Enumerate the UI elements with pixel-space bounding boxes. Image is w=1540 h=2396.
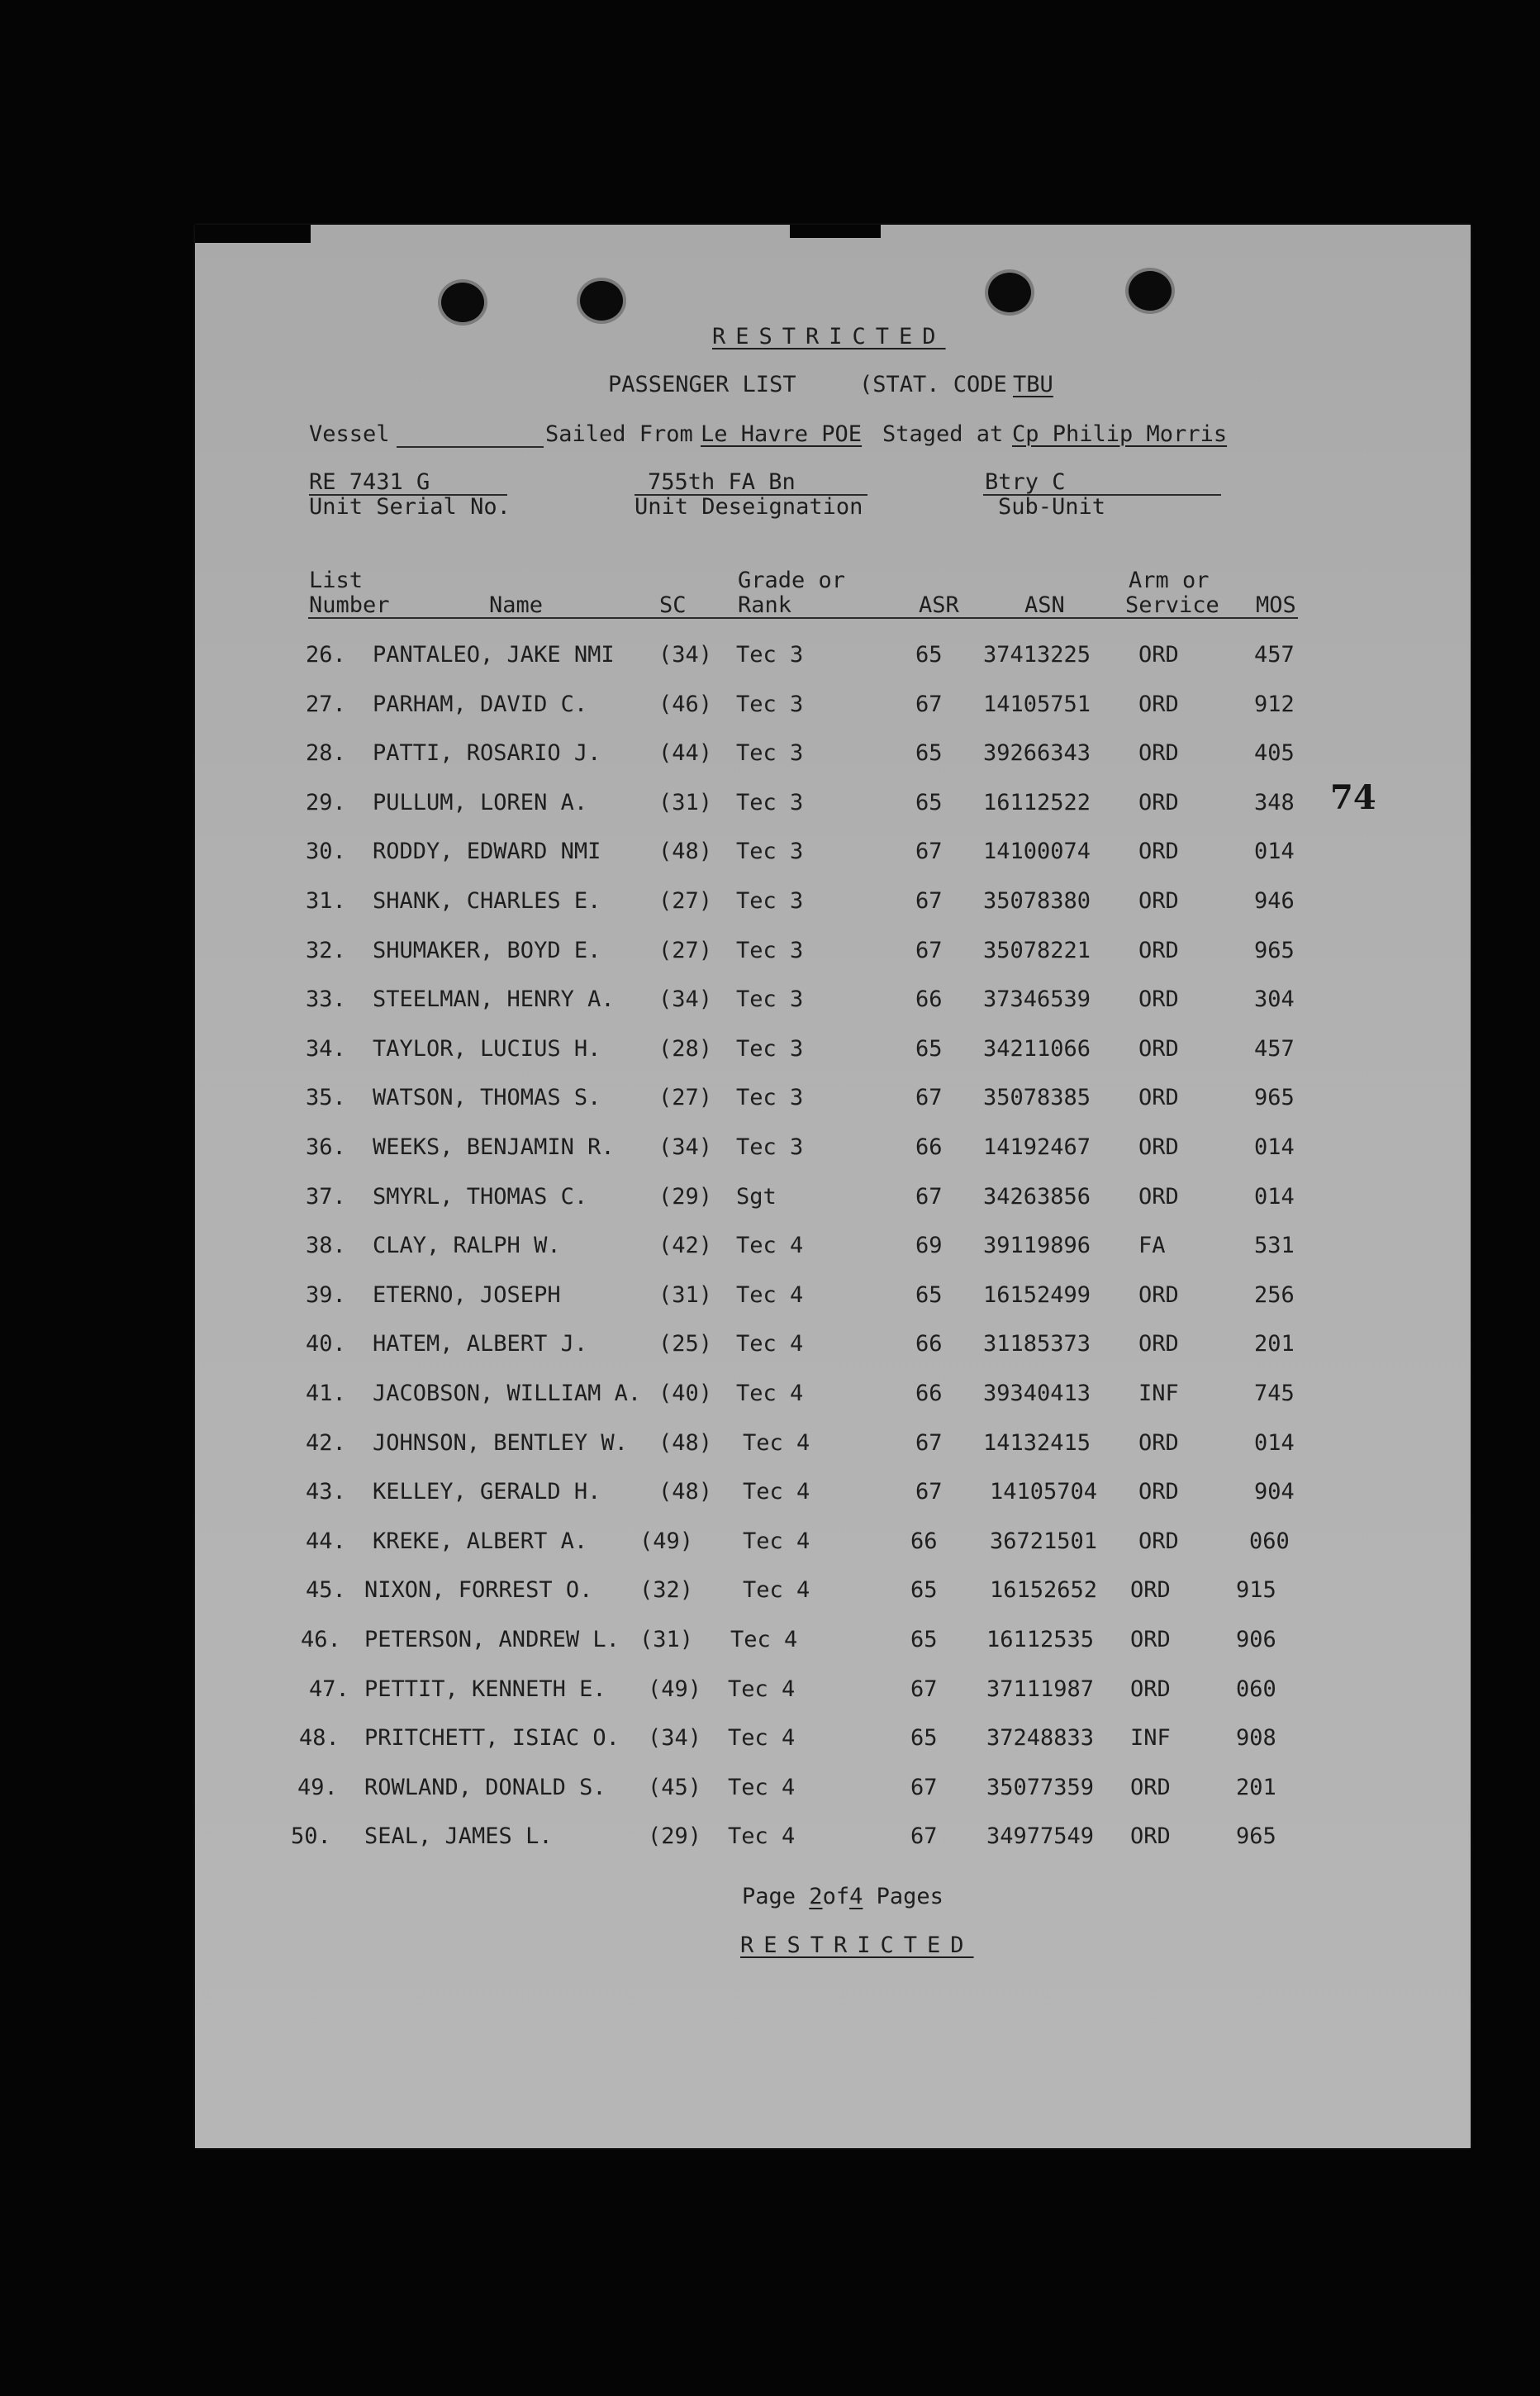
- unit-designation-value: 755th FA Bn: [648, 469, 796, 495]
- col-sc: SC: [659, 592, 687, 618]
- row-grade: Tec 4: [736, 1331, 804, 1357]
- classification-top: RESTRICTED: [712, 324, 946, 349]
- row-sc: (48): [658, 1479, 713, 1505]
- stat-code-label: (STAT. CODE: [859, 372, 1007, 397]
- row-asr: 67: [910, 1823, 938, 1850]
- row-arm: ORD: [1138, 986, 1179, 1013]
- row-arm: ORD: [1138, 1528, 1179, 1554]
- row-mos: 965: [1254, 937, 1295, 963]
- row-mos: 457: [1254, 642, 1295, 668]
- row-asr: 65: [915, 789, 943, 815]
- table-row: [0, 1279, 1540, 1312]
- row-grade: Sgt: [736, 1183, 777, 1210]
- row-arm: ORD: [1138, 1134, 1179, 1160]
- row-mos: 201: [1254, 1331, 1295, 1357]
- row-asn: 16112522: [983, 789, 1091, 815]
- table-row: [0, 787, 1540, 820]
- table-row: [0, 835, 1540, 868]
- row-asr: 65: [915, 1281, 943, 1308]
- row-grade: Tec 3: [736, 839, 804, 865]
- row-grade: Tec 3: [736, 691, 804, 717]
- page-total: 4: [849, 1884, 863, 1909]
- row-asr: 65: [910, 1725, 938, 1752]
- row-asn: 34977549: [986, 1823, 1095, 1850]
- row-name: PETERSON, ANDREW L.: [364, 1627, 620, 1652]
- row-arm: ORD: [1138, 1183, 1179, 1210]
- row-asn: 35077359: [986, 1774, 1095, 1800]
- document-title: PASSENGER LIST: [608, 372, 796, 397]
- row-number: 40.: [306, 1331, 346, 1357]
- row-name: JOHNSON, BENTLEY W.: [373, 1429, 628, 1456]
- sailed-from-value: Le Havre POE: [701, 421, 863, 447]
- row-number: 31.: [306, 888, 346, 914]
- row-number: 34.: [306, 1035, 346, 1062]
- row-number: 32.: [306, 937, 346, 963]
- row-name: SHUMAKER, BOYD E.: [373, 937, 601, 963]
- table-row: [0, 737, 1540, 770]
- row-grade: Tec 4: [743, 1479, 810, 1505]
- row-number: 26.: [306, 642, 346, 668]
- row-asn: 34211066: [983, 1035, 1091, 1062]
- row-name: NIXON, FORREST O.: [364, 1577, 593, 1604]
- row-mos: 304: [1254, 986, 1295, 1013]
- row-sc: (34): [658, 986, 713, 1013]
- table-row: [0, 1820, 1540, 1853]
- row-asn: 31185373: [983, 1331, 1091, 1357]
- row-mos: 457: [1254, 1035, 1295, 1062]
- row-asn: 35078385: [983, 1085, 1091, 1111]
- row-sc: (28): [658, 1035, 713, 1062]
- row-name: PANTALEO, JAKE NMI: [373, 642, 615, 668]
- row-mos: 965: [1254, 1085, 1295, 1111]
- row-grade: Tec 4: [743, 1528, 810, 1554]
- row-asr: 66: [915, 1134, 943, 1160]
- table-row: [0, 885, 1540, 918]
- row-arm: ORD: [1130, 1774, 1171, 1800]
- row-mos: 906: [1236, 1627, 1276, 1652]
- row-asr: 67: [915, 1429, 943, 1456]
- row-arm: ORD: [1138, 1429, 1179, 1456]
- row-sc: (48): [658, 839, 713, 865]
- pages-word: Pages: [876, 1884, 943, 1909]
- row-asn: 39119896: [983, 1233, 1091, 1259]
- row-number: 38.: [306, 1233, 346, 1259]
- row-asn: 37248833: [986, 1725, 1095, 1752]
- torn-edge: [790, 225, 881, 238]
- margin-page-mark: 74: [1330, 778, 1376, 817]
- row-number: 28.: [306, 740, 346, 767]
- col-arm-1: Arm or: [1129, 568, 1210, 593]
- row-grade: Tec 3: [736, 789, 804, 815]
- row-sc: (49): [639, 1528, 694, 1554]
- row-mos: 060: [1249, 1528, 1290, 1554]
- row-asr: 67: [915, 1085, 943, 1111]
- row-arm: ORD: [1138, 888, 1179, 914]
- row-asr: 66: [910, 1528, 938, 1554]
- row-name: PULLUM, LOREN A.: [373, 789, 588, 815]
- table-row: [0, 1377, 1540, 1410]
- row-number: 45.: [306, 1577, 346, 1604]
- page-indicator: [742, 1885, 943, 1909]
- row-arm: ORD: [1138, 740, 1179, 767]
- table-row: [0, 1574, 1540, 1607]
- row-arm: ORD: [1138, 642, 1179, 668]
- row-asr: 67: [915, 691, 943, 717]
- row-name: KELLEY, GERALD H.: [373, 1479, 601, 1505]
- table-row: [0, 934, 1540, 967]
- table-row: [0, 1771, 1540, 1804]
- row-number: 43.: [306, 1479, 346, 1505]
- row-asr: 67: [910, 1774, 938, 1800]
- col-grade-2: Rank: [738, 592, 792, 618]
- row-sc: (40): [658, 1381, 713, 1406]
- staged-at-value: Cp Philip Morris: [1012, 421, 1228, 447]
- row-name: STEELMAN, HENRY A.: [373, 986, 615, 1013]
- row-grade: Tec 4: [730, 1627, 798, 1652]
- row-mos: 904: [1254, 1479, 1295, 1505]
- table-row: [0, 1181, 1540, 1214]
- row-number: 35.: [306, 1085, 346, 1111]
- row-asn: 14105704: [990, 1479, 1098, 1505]
- row-sc: (34): [658, 1134, 713, 1160]
- row-number: 46.: [301, 1627, 341, 1652]
- col-mos: MOS: [1256, 592, 1296, 618]
- row-arm: ORD: [1138, 1331, 1179, 1357]
- col-name: Name: [489, 592, 544, 618]
- row-mos: 060: [1236, 1676, 1276, 1702]
- row-name: ROWLAND, DONALD S.: [364, 1774, 606, 1800]
- row-asn: 14100074: [983, 839, 1091, 865]
- row-arm: ORD: [1138, 1035, 1179, 1062]
- row-arm: ORD: [1138, 1085, 1179, 1111]
- row-grade: Tec 3: [736, 740, 804, 767]
- row-sc: (31): [658, 1281, 713, 1308]
- row-sc: (42): [658, 1233, 713, 1259]
- row-number: 36.: [306, 1134, 346, 1160]
- row-grade: Tec 3: [736, 1085, 804, 1111]
- row-asr: 67: [915, 937, 943, 963]
- row-asn: 16112535: [986, 1627, 1095, 1652]
- row-name: JACOBSON, WILLIAM A.: [373, 1381, 642, 1406]
- table-row: [0, 1082, 1540, 1115]
- row-sc: (46): [658, 691, 713, 717]
- row-sc: (31): [639, 1627, 694, 1652]
- col-asn: ASN: [1024, 592, 1065, 618]
- row-grade: Tec 4: [728, 1774, 796, 1800]
- table-row: [0, 688, 1540, 721]
- row-number: 29.: [306, 789, 346, 815]
- row-grade: Tec 4: [736, 1281, 804, 1308]
- row-grade: Tec 4: [743, 1577, 810, 1604]
- row-asn: 37346539: [983, 986, 1091, 1013]
- row-number: 37.: [306, 1183, 346, 1210]
- row-sc: (29): [648, 1823, 702, 1850]
- row-asn: 14132415: [983, 1429, 1091, 1456]
- row-mos: 014: [1254, 1429, 1295, 1456]
- row-sc: (27): [658, 888, 713, 914]
- row-number: 47.: [309, 1676, 349, 1702]
- row-mos: 745: [1254, 1381, 1295, 1406]
- unit-designation-label: Unit Deseignation: [635, 494, 863, 520]
- table-row: [0, 1623, 1540, 1657]
- row-grade: Tec 3: [736, 1035, 804, 1062]
- vessel-label: Vessel: [309, 421, 390, 447]
- row-number: 41.: [306, 1381, 346, 1406]
- row-arm: ORD: [1138, 691, 1179, 717]
- row-grade: Tec 3: [736, 642, 804, 668]
- col-asr: ASR: [919, 592, 959, 618]
- row-asn: 36721501: [990, 1528, 1098, 1554]
- row-mos: 912: [1254, 691, 1295, 717]
- row-name: WATSON, THOMAS S.: [373, 1085, 601, 1111]
- row-mos: 014: [1254, 839, 1295, 865]
- col-list-number-1: List: [309, 568, 364, 593]
- row-sc: (34): [648, 1725, 702, 1752]
- row-asr: 65: [915, 642, 943, 668]
- table-row: [0, 1328, 1540, 1361]
- table-row: [0, 1673, 1540, 1706]
- row-name: RODDY, EDWARD NMI: [373, 839, 601, 865]
- row-asr: 67: [915, 839, 943, 865]
- row-arm: ORD: [1138, 937, 1179, 963]
- of-word: of: [822, 1884, 850, 1909]
- row-mos: 531: [1254, 1233, 1295, 1259]
- row-asr: 67: [915, 1479, 943, 1505]
- row-sc: (27): [658, 1085, 713, 1111]
- table-row: [0, 1525, 1540, 1558]
- unit-serial-value: RE 7431 G: [309, 469, 430, 495]
- row-grade: Tec 3: [736, 986, 804, 1013]
- row-arm: INF: [1138, 1381, 1179, 1406]
- row-sc: (27): [658, 937, 713, 963]
- row-name: PRITCHETT, ISIAC O.: [364, 1725, 620, 1752]
- sub-unit-label: Sub-Unit: [998, 494, 1106, 520]
- row-name: KREKE, ALBERT A.: [373, 1528, 588, 1554]
- col-arm-2: Service: [1125, 592, 1219, 618]
- row-mos: 256: [1254, 1281, 1295, 1308]
- row-arm: FA: [1138, 1233, 1166, 1259]
- unit-serial-label: Unit Serial No.: [309, 494, 511, 520]
- row-name: CLAY, RALPH W.: [373, 1233, 561, 1259]
- table-row: [0, 639, 1540, 672]
- row-number: 49.: [297, 1774, 338, 1800]
- row-arm: ORD: [1138, 789, 1179, 815]
- table-row: [0, 1229, 1540, 1262]
- row-mos: 348: [1254, 789, 1295, 815]
- row-grade: Tec 4: [728, 1725, 796, 1752]
- row-mos: 946: [1254, 888, 1295, 914]
- row-asr: 65: [910, 1627, 938, 1652]
- sailed-from-label: Sailed From: [545, 421, 693, 447]
- row-asn: 34263856: [983, 1183, 1091, 1210]
- row-name: PATTI, ROSARIO J.: [373, 740, 601, 767]
- row-sc: (49): [648, 1676, 702, 1702]
- row-sc: (48): [658, 1429, 713, 1456]
- row-grade: Tec 4: [743, 1429, 810, 1456]
- page-word: Page: [742, 1884, 796, 1909]
- row-arm: ORD: [1138, 1281, 1179, 1308]
- row-arm: ORD: [1138, 839, 1179, 865]
- row-name: PETTIT, KENNETH E.: [364, 1676, 606, 1702]
- row-arm: ORD: [1138, 1479, 1179, 1505]
- row-asn: 14105751: [983, 691, 1091, 717]
- row-asr: 66: [915, 1381, 943, 1406]
- row-arm: ORD: [1130, 1627, 1171, 1652]
- row-grade: Tec 3: [736, 937, 804, 963]
- row-asr: 65: [915, 1035, 943, 1062]
- row-asn: 14192467: [983, 1134, 1091, 1160]
- row-sc: (45): [648, 1774, 702, 1800]
- row-grade: Tec 4: [736, 1233, 804, 1259]
- punch-hole: [1129, 271, 1172, 311]
- row-grade: Tec 4: [736, 1381, 804, 1406]
- col-list-number-2: Number: [309, 592, 390, 618]
- row-asr: 66: [915, 986, 943, 1013]
- row-sc: (29): [658, 1183, 713, 1210]
- row-mos: 405: [1254, 740, 1295, 767]
- row-asn: 37413225: [983, 642, 1091, 668]
- torn-edge: [195, 225, 311, 243]
- row-name: HATEM, ALBERT J.: [373, 1331, 588, 1357]
- row-asn: 35078380: [983, 888, 1091, 914]
- header-rule: [308, 617, 1298, 619]
- row-arm: ORD: [1130, 1823, 1171, 1850]
- punch-hole: [580, 281, 623, 321]
- row-asn: 39266343: [983, 740, 1091, 767]
- row-number: 50.: [291, 1823, 331, 1850]
- vessel-blank: [397, 446, 544, 448]
- punch-hole: [441, 283, 484, 322]
- row-name: PARHAM, DAVID C.: [373, 691, 588, 717]
- row-arm: ORD: [1130, 1577, 1171, 1604]
- row-asn: 35078221: [983, 937, 1091, 963]
- row-asn: 16152652: [990, 1577, 1098, 1604]
- row-sc: (44): [658, 740, 713, 767]
- row-name: SHANK, CHARLES E.: [373, 888, 601, 914]
- stat-code-value: TBU: [1013, 372, 1053, 397]
- classification-bottom: RESTRICTED: [740, 1932, 974, 1958]
- row-name: TAYLOR, LUCIUS H.: [373, 1035, 601, 1062]
- row-number: 48.: [299, 1725, 340, 1752]
- row-number: 42.: [306, 1429, 346, 1456]
- row-asn: 37111987: [986, 1676, 1095, 1702]
- sub-unit-value: Btry C: [985, 469, 1066, 495]
- table-row: [0, 1427, 1540, 1460]
- row-name: SMYRL, THOMAS C.: [373, 1183, 588, 1210]
- row-sc: (25): [658, 1331, 713, 1357]
- row-sc: (34): [658, 642, 713, 668]
- row-sc: (32): [639, 1577, 694, 1604]
- row-name: ETERNO, JOSEPH: [373, 1281, 561, 1308]
- row-number: 33.: [306, 986, 346, 1013]
- row-asr: 67: [910, 1676, 938, 1702]
- row-sc: (31): [658, 789, 713, 815]
- table-row: [0, 1033, 1540, 1066]
- row-number: 44.: [306, 1528, 346, 1554]
- row-mos: 014: [1254, 1134, 1295, 1160]
- row-number: 27.: [306, 691, 346, 717]
- row-arm: INF: [1130, 1725, 1171, 1752]
- row-mos: 915: [1236, 1577, 1276, 1604]
- row-mos: 908: [1236, 1725, 1276, 1752]
- col-grade-1: Grade or: [738, 568, 846, 593]
- row-mos: 965: [1236, 1823, 1276, 1850]
- table-row: [0, 983, 1540, 1016]
- table-row: [0, 1722, 1540, 1755]
- row-asr: 67: [915, 888, 943, 914]
- row-asr: 65: [915, 740, 943, 767]
- row-asn: 16152499: [983, 1281, 1091, 1308]
- row-grade: Tec 4: [728, 1676, 796, 1702]
- row-number: 39.: [306, 1281, 346, 1308]
- row-name: SEAL, JAMES L.: [364, 1823, 553, 1850]
- row-grade: Tec 3: [736, 1134, 804, 1160]
- row-mos: 201: [1236, 1774, 1276, 1800]
- row-mos: 014: [1254, 1183, 1295, 1210]
- page-number: 2: [809, 1884, 823, 1909]
- punch-hole: [988, 273, 1031, 312]
- row-grade: Tec 4: [728, 1823, 796, 1850]
- row-asr: 69: [915, 1233, 943, 1259]
- row-arm: ORD: [1130, 1676, 1171, 1702]
- table-row: [0, 1476, 1540, 1509]
- row-number: 30.: [306, 839, 346, 865]
- row-asn: 39340413: [983, 1381, 1091, 1406]
- staged-at-label: Staged at: [882, 421, 1004, 447]
- row-asr: 66: [915, 1331, 943, 1357]
- row-asr: 65: [910, 1577, 938, 1604]
- row-name: WEEKS, BENJAMIN R.: [373, 1134, 615, 1160]
- row-grade: Tec 3: [736, 888, 804, 914]
- row-asr: 67: [915, 1183, 943, 1210]
- table-row: [0, 1131, 1540, 1164]
